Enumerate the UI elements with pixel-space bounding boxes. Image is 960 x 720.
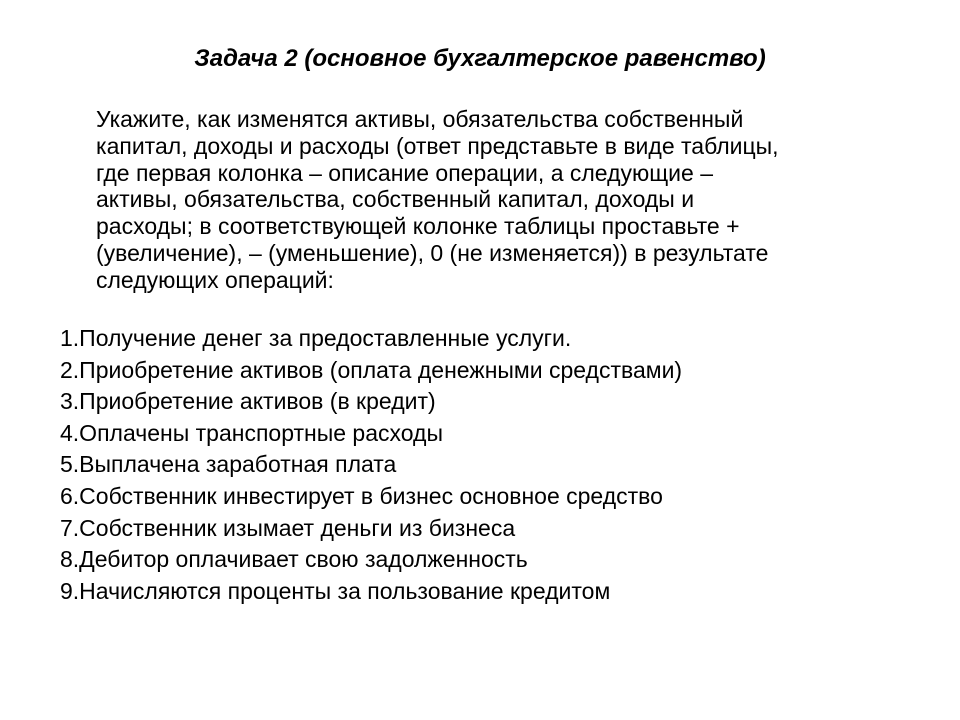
operation-item: 5.Выплачена заработная плата xyxy=(60,451,397,478)
instruction-line: (увеличение), – (уменьшение), 0 (не изменяется)) в результате xyxy=(96,239,769,266)
instruction-line: активы, обязательства, собственный капитал, доходы и xyxy=(96,186,695,213)
operation-item: 6.Собственник инвестирует в бизнес основное средство xyxy=(60,482,663,509)
operation-item: 7.Собственник изымает деньги из бизнеса xyxy=(60,514,516,541)
operation-item: 1.Получение денег за предоставленные услуги. xyxy=(60,325,572,351)
operation-item: 9.Начисляются проценты за пользование кредитом xyxy=(60,577,611,604)
operation-item: 8.Дебитор оплачивает свою задолженность xyxy=(60,546,528,573)
operation-item: 4.Оплачены транспортные расходы xyxy=(60,419,443,446)
task-instructions xyxy=(96,106,916,294)
operation-item: 3.Приобретение активов (в кредит) xyxy=(60,388,436,415)
instruction-line: Укажите, как изменятся активы, обязательства собственный xyxy=(96,106,744,132)
instruction-line: следующих операций: xyxy=(96,266,334,293)
slide-title: Задача 2 (основное бухгалтерское равенство) xyxy=(194,45,766,72)
operation-item: 2.Приобретение активов (оплата денежными средствами) xyxy=(60,356,683,383)
instruction-line: где первая колонка – описание операции, а следующие – xyxy=(96,159,713,186)
instruction-line: капитал, доходы и расходы (ответ представьте в виде таблицы, xyxy=(96,132,779,159)
instruction-line: расходы; в соответствующей колонке таблицы проставьте + xyxy=(96,213,740,240)
operations-list xyxy=(60,323,920,607)
